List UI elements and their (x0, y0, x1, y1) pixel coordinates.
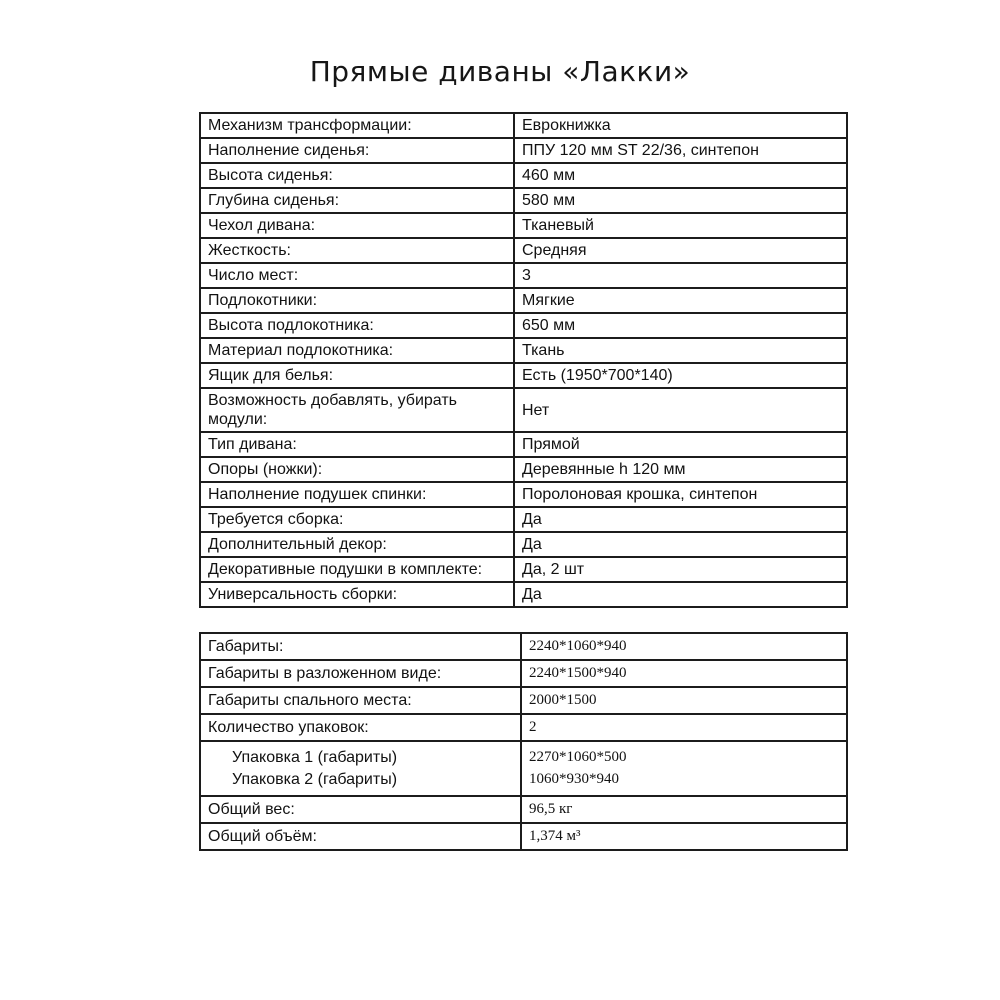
row-value-cell: 2000*1500 (521, 687, 847, 714)
package-table (199, 632, 848, 851)
row-label-cell: Габариты: (200, 633, 521, 660)
row-label-cell: Наполнение сиденья: (200, 138, 514, 163)
table-row (200, 687, 847, 714)
row-label-cell: Наполнение подушек спинки: (200, 482, 514, 507)
row-value-cell: 2240*1500*940 (521, 660, 847, 687)
table-row (200, 138, 847, 163)
row-label-cell: Жесткость: (200, 238, 514, 263)
row-value-cell: 96,5 кг (521, 796, 847, 823)
table-row (200, 363, 847, 388)
table-row (200, 263, 847, 288)
row-value-cell: 2240*1060*940 (521, 633, 847, 660)
table-row (200, 582, 847, 607)
table-row (200, 741, 847, 796)
row-label-cell: Глубина сиденья: (200, 188, 514, 213)
row-value-cell: 580 мм (514, 188, 847, 213)
row-value-cell: Есть (1950*700*140) (514, 363, 847, 388)
row-label-cell: Ящик для белья: (200, 363, 514, 388)
table-row (200, 238, 847, 263)
row-label-cell: Габариты в разложенном виде: (200, 660, 521, 687)
table-row (200, 507, 847, 532)
row-value-cell: 3 (514, 263, 847, 288)
table-row (200, 288, 847, 313)
row-label-cell: Высота подлокотника: (200, 313, 514, 338)
row-label-cell: Возможность добавлять, убирать модули: (200, 388, 514, 432)
row-label-cell: Количество упаковок: (200, 714, 521, 741)
row-label-cell: Дополнительный декор: (200, 532, 514, 557)
row-label-cell: Механизм трансформации: (200, 113, 514, 138)
table-row (200, 457, 847, 482)
row-label-line: Упаковка 1 (габариты) (232, 749, 398, 766)
row-label-cell (200, 741, 521, 796)
row-value-cell: Поролоновая крошка, синтепон (514, 482, 847, 507)
table-row (200, 338, 847, 363)
row-label-cell: Общий вес: (200, 796, 521, 823)
row-label-cell: Материал подлокотника: (200, 338, 514, 363)
row-label-cell: Чехол дивана: (200, 213, 514, 238)
page-title: Прямые диваны «Лакки» (309, 54, 691, 88)
row-label-cell: Число мест: (200, 263, 514, 288)
row-value-cell: Прямой (514, 432, 847, 457)
row-value-line: 2270*1060*500 (529, 749, 627, 765)
table-row (200, 796, 847, 823)
table-row (200, 188, 847, 213)
row-value-cell: Да (514, 582, 847, 607)
row-label-cell: Требуется сборка: (200, 507, 514, 532)
table-row (200, 388, 847, 432)
row-value-line: 1060*930*940 (529, 771, 619, 787)
spec-table-container (199, 112, 846, 608)
table-row (200, 660, 847, 687)
row-label-line: Упаковка 2 (габариты) (232, 771, 398, 788)
row-value-cell: Да (514, 532, 847, 557)
row-value-cell: 650 мм (514, 313, 847, 338)
row-value-cell: Да, 2 шт (514, 557, 847, 582)
row-label-cell: Высота сиденья: (200, 163, 514, 188)
table-row (200, 482, 847, 507)
row-label-cell: Декоративные подушки в комплекте: (200, 557, 514, 582)
row-label-cell: Универсальность сборки: (200, 582, 514, 607)
row-value-cell: ППУ 120 мм ST 22/36, синтепон (514, 138, 847, 163)
row-label-cell: Габариты спального места: (200, 687, 521, 714)
package-table-container (199, 632, 846, 851)
table-row (200, 557, 847, 582)
spec-table (199, 112, 848, 608)
table-row (200, 113, 847, 138)
row-value-cell (521, 741, 847, 796)
row-label-cell: Опоры (ножки): (200, 457, 514, 482)
table-row (200, 532, 847, 557)
row-value-cell: Еврокнижка (514, 113, 847, 138)
row-value-cell: 460 мм (514, 163, 847, 188)
row-value-cell: Нет (514, 388, 847, 432)
table-row (200, 823, 847, 850)
table-row (200, 213, 847, 238)
row-value-cell: Да (514, 507, 847, 532)
row-value-cell: 2 (521, 714, 847, 741)
row-value-cell: Мягкие (514, 288, 847, 313)
table-row (200, 432, 847, 457)
row-value-cell: 1,374 м³ (521, 823, 847, 850)
table-row (200, 163, 847, 188)
row-label-cell: Общий объём: (200, 823, 521, 850)
row-label-cell: Подлокотники: (200, 288, 514, 313)
row-label-cell: Тип дивана: (200, 432, 514, 457)
row-value-cell: Деревянные h 120 мм (514, 457, 847, 482)
table-row (200, 633, 847, 660)
table-row (200, 313, 847, 338)
row-value-cell: Тканевый (514, 213, 847, 238)
row-value-cell: Ткань (514, 338, 847, 363)
table-row (200, 714, 847, 741)
row-value-cell: Средняя (514, 238, 847, 263)
